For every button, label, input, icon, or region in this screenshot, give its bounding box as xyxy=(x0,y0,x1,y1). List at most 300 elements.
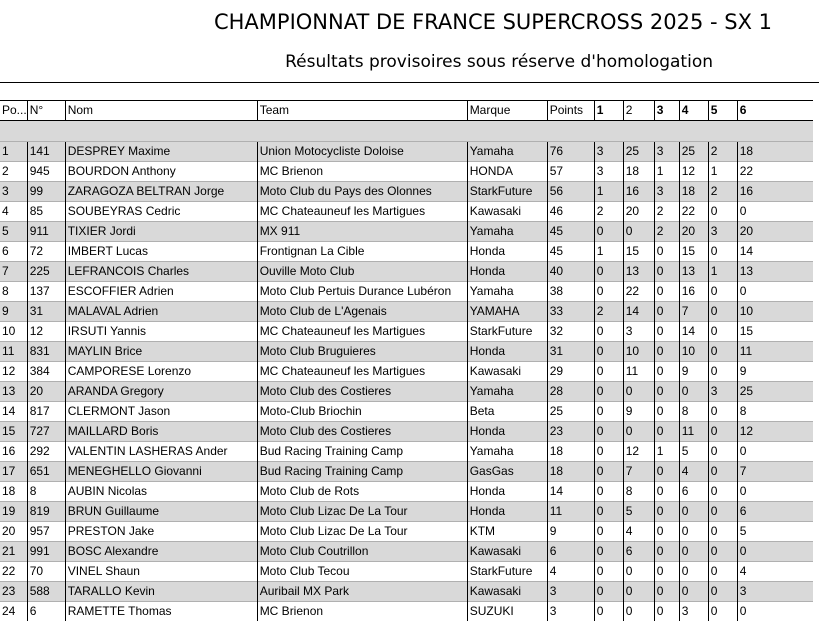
name-cell: DESPREY Maxime xyxy=(65,142,257,162)
name-cell: SOUBEYRAS Cedric xyxy=(65,202,257,222)
race-1-position-cell: 0 xyxy=(594,482,623,502)
name-cell: ZARAGOZA BELTRAN Jorge xyxy=(65,182,257,202)
points-cell: 31 xyxy=(547,342,594,362)
race-1-points-cell: 15 xyxy=(623,242,654,262)
table-row[interactable] xyxy=(0,342,813,362)
race-3-points-cell: 25 xyxy=(737,382,813,402)
race-1-points-cell: 12 xyxy=(623,442,654,462)
brand-cell: SUZUKI xyxy=(467,602,547,622)
table-row[interactable] xyxy=(0,242,813,262)
table-row[interactable] xyxy=(0,542,813,562)
position-cell: 18 xyxy=(0,482,27,502)
points-cell: 29 xyxy=(547,362,594,382)
race-1-position-cell: 0 xyxy=(594,342,623,362)
race-2-points-cell: 0 xyxy=(679,582,708,602)
team-cell: MC Chateauneuf les Martigues xyxy=(257,362,467,382)
team-cell: MC Chateauneuf les Martigues xyxy=(257,322,467,342)
team-cell: Moto Club de Rots xyxy=(257,482,467,502)
points-cell: 3 xyxy=(547,602,594,622)
race-2-points-cell: 0 xyxy=(679,562,708,582)
race-2-position-cell: 0 xyxy=(654,502,679,522)
column-header-brand[interactable]: Marque xyxy=(467,101,547,121)
race-2-points-cell: 18 xyxy=(679,182,708,202)
table-row[interactable] xyxy=(0,142,813,162)
race-3-position-cell: 0 xyxy=(708,462,737,482)
page-title: CHAMPIONNAT DE FRANCE SUPERCROSS 2025 - SX 1 xyxy=(213,10,772,34)
name-cell: IMBERT Lucas xyxy=(65,242,257,262)
race-3-position-cell: 3 xyxy=(708,382,737,402)
race-1-points-cell: 7 xyxy=(623,462,654,482)
points-cell: 40 xyxy=(547,262,594,282)
race-1-position-cell: 0 xyxy=(594,502,623,522)
brand-cell: GasGas xyxy=(467,462,547,482)
race-2-position-cell: 3 xyxy=(654,142,679,162)
team-cell: Moto Club de L'Agenais xyxy=(257,302,467,322)
name-cell: MAILLARD Boris xyxy=(65,422,257,442)
race-2-position-cell: 1 xyxy=(654,442,679,462)
points-cell: 76 xyxy=(547,142,594,162)
race-2-points-cell: 11 xyxy=(679,422,708,442)
race-2-position-cell: 3 xyxy=(654,182,679,202)
race-1-position-cell: 2 xyxy=(594,202,623,222)
brand-cell: Honda xyxy=(467,502,547,522)
race-2-position-cell: 1 xyxy=(654,162,679,182)
brand-cell: Honda xyxy=(467,482,547,502)
name-cell: MAYLIN Brice xyxy=(65,342,257,362)
team-cell: Moto Club Lizac De La Tour xyxy=(257,522,467,542)
brand-cell: Yamaha xyxy=(467,382,547,402)
points-cell: 9 xyxy=(547,522,594,542)
table-row[interactable] xyxy=(0,402,813,422)
brand-cell: Honda xyxy=(467,422,547,442)
race-2-points-cell: 25 xyxy=(679,142,708,162)
points-cell: 25 xyxy=(547,402,594,422)
name-cell: VINEL Shaun xyxy=(65,562,257,582)
points-cell: 3 xyxy=(547,582,594,602)
name-cell: BOSC Alexandre xyxy=(65,542,257,562)
position-cell: 6 xyxy=(0,242,27,262)
team-cell: MC Brienon xyxy=(257,602,467,622)
race-1-position-cell: 0 xyxy=(594,522,623,542)
name-cell: PRESTON Jake xyxy=(65,522,257,542)
race-1-points-cell: 0 xyxy=(623,382,654,402)
race-1-position-cell: 0 xyxy=(594,562,623,582)
race-2-points-cell: 0 xyxy=(679,382,708,402)
number-cell: 225 xyxy=(27,262,65,282)
team-cell: Moto Club Bruguieres xyxy=(257,342,467,362)
position-cell: 12 xyxy=(0,362,27,382)
position-cell: 4 xyxy=(0,202,27,222)
race-2-points-cell: 15 xyxy=(679,242,708,262)
name-cell: MENEGHELLO Giovanni xyxy=(65,462,257,482)
number-cell: 588 xyxy=(27,582,65,602)
race-2-position-cell: 0 xyxy=(654,522,679,542)
position-cell: 24 xyxy=(0,602,27,622)
column-header-team[interactable]: Team xyxy=(257,101,467,121)
race-3-points-cell: 9 xyxy=(737,362,813,382)
race-1-position-cell: 0 xyxy=(594,582,623,602)
team-cell: Bud Racing Training Camp xyxy=(257,442,467,462)
race-1-points-cell: 18 xyxy=(623,162,654,182)
number-cell: 72 xyxy=(27,242,65,262)
column-header-race-2-position[interactable]: 3 xyxy=(654,101,679,121)
team-cell: MC Chateauneuf les Martigues xyxy=(257,202,467,222)
position-cell: 14 xyxy=(0,402,27,422)
race-1-points-cell: 10 xyxy=(623,342,654,362)
race-2-position-cell: 0 xyxy=(654,542,679,562)
table-row[interactable] xyxy=(0,602,813,622)
points-cell: 18 xyxy=(547,462,594,482)
column-header-points[interactable]: Points xyxy=(547,101,594,121)
race-1-position-cell: 1 xyxy=(594,182,623,202)
race-1-position-cell: 0 xyxy=(594,422,623,442)
position-cell: 7 xyxy=(0,262,27,282)
race-1-position-cell: 1 xyxy=(594,242,623,262)
race-3-points-cell: 0 xyxy=(737,202,813,222)
race-3-points-cell: 6 xyxy=(737,502,813,522)
points-cell: 46 xyxy=(547,202,594,222)
number-cell: 651 xyxy=(27,462,65,482)
race-1-points-cell: 0 xyxy=(623,222,654,242)
name-cell: ARANDA Gregory xyxy=(65,382,257,402)
race-3-points-cell: 18 xyxy=(737,142,813,162)
points-cell: 33 xyxy=(547,302,594,322)
race-2-position-cell: 0 xyxy=(654,282,679,302)
team-cell: Moto Club des Costieres xyxy=(257,422,467,442)
number-cell: 819 xyxy=(27,502,65,522)
table-row[interactable] xyxy=(0,362,813,382)
column-header-race-3-position[interactable]: 5 xyxy=(708,101,737,121)
race-3-position-cell: 0 xyxy=(708,502,737,522)
race-1-position-cell: 2 xyxy=(594,302,623,322)
race-1-position-cell: 0 xyxy=(594,442,623,462)
table-row[interactable] xyxy=(0,562,813,582)
race-3-position-cell: 0 xyxy=(708,362,737,382)
header-row xyxy=(0,101,813,121)
table-row[interactable] xyxy=(0,582,813,602)
table-row[interactable] xyxy=(0,322,813,342)
position-cell: 20 xyxy=(0,522,27,542)
brand-cell: Yamaha xyxy=(467,142,547,162)
race-3-points-cell: 15 xyxy=(737,322,813,342)
race-1-points-cell: 0 xyxy=(623,602,654,622)
team-cell: Moto Club Tecou xyxy=(257,562,467,582)
position-cell: 13 xyxy=(0,382,27,402)
brand-cell: HONDA xyxy=(467,162,547,182)
brand-cell: Yamaha xyxy=(467,442,547,462)
name-cell: TARALLO Kevin xyxy=(65,582,257,602)
race-1-points-cell: 6 xyxy=(623,542,654,562)
name-cell: BRUN Guillaume xyxy=(65,502,257,522)
team-cell: Moto Club Pertuis Durance Lubéron xyxy=(257,282,467,302)
race-1-position-cell: 0 xyxy=(594,542,623,562)
race-1-position-cell: 0 xyxy=(594,462,623,482)
table-row[interactable] xyxy=(0,482,813,502)
results-table xyxy=(0,100,813,621)
race-2-position-cell: 0 xyxy=(654,242,679,262)
table-row[interactable] xyxy=(0,182,813,202)
position-cell: 2 xyxy=(0,162,27,182)
number-cell: 911 xyxy=(27,222,65,242)
number-cell: 6 xyxy=(27,602,65,622)
race-2-points-cell: 10 xyxy=(679,342,708,362)
number-cell: 831 xyxy=(27,342,65,362)
race-2-points-cell: 6 xyxy=(679,482,708,502)
race-3-points-cell: 0 xyxy=(737,542,813,562)
race-2-points-cell: 5 xyxy=(679,442,708,462)
number-cell: 70 xyxy=(27,562,65,582)
race-3-position-cell: 0 xyxy=(708,322,737,342)
brand-cell: Kawasaki xyxy=(467,362,547,382)
points-cell: 56 xyxy=(547,182,594,202)
position-cell: 19 xyxy=(0,502,27,522)
race-2-position-cell: 0 xyxy=(654,562,679,582)
name-cell: AUBIN Nicolas xyxy=(65,482,257,502)
column-header-number[interactable]: N° xyxy=(27,101,65,121)
team-cell: MC Brienon xyxy=(257,162,467,182)
race-1-points-cell: 9 xyxy=(623,402,654,422)
race-1-points-cell: 14 xyxy=(623,302,654,322)
race-2-points-cell: 9 xyxy=(679,362,708,382)
name-cell: MALAVAL Adrien xyxy=(65,302,257,322)
number-cell: 292 xyxy=(27,442,65,462)
race-3-points-cell: 3 xyxy=(737,582,813,602)
race-1-position-cell: 0 xyxy=(594,322,623,342)
race-3-position-cell: 0 xyxy=(708,302,737,322)
table-row[interactable] xyxy=(0,502,813,522)
race-3-points-cell: 22 xyxy=(737,162,813,182)
position-cell: 8 xyxy=(0,282,27,302)
column-header-race-2-points[interactable]: 4 xyxy=(679,101,708,121)
race-2-points-cell: 8 xyxy=(679,402,708,422)
race-2-position-cell: 0 xyxy=(654,482,679,502)
team-cell: Moto Club du Pays des Olonnes xyxy=(257,182,467,202)
race-1-points-cell: 22 xyxy=(623,282,654,302)
header-divider xyxy=(0,82,819,83)
race-3-position-cell: 0 xyxy=(708,342,737,362)
column-header-race-3-points[interactable]: 6 xyxy=(737,101,813,121)
race-3-position-cell: 0 xyxy=(708,242,737,262)
race-1-position-cell: 0 xyxy=(594,382,623,402)
team-cell: MX 911 xyxy=(257,222,467,242)
race-2-position-cell: 0 xyxy=(654,462,679,482)
table-row[interactable] xyxy=(0,222,813,242)
race-2-position-cell: 2 xyxy=(654,202,679,222)
race-3-points-cell: 0 xyxy=(737,602,813,622)
race-3-position-cell: 0 xyxy=(708,602,737,622)
race-2-points-cell: 4 xyxy=(679,462,708,482)
points-cell: 14 xyxy=(547,482,594,502)
race-2-position-cell: 0 xyxy=(654,342,679,362)
race-1-position-cell: 0 xyxy=(594,262,623,282)
race-3-position-cell: 0 xyxy=(708,422,737,442)
number-cell: 957 xyxy=(27,522,65,542)
number-cell: 137 xyxy=(27,282,65,302)
position-cell: 21 xyxy=(0,542,27,562)
column-header-race-1-position[interactable]: 1 xyxy=(594,101,623,121)
race-3-points-cell: 7 xyxy=(737,462,813,482)
race-2-points-cell: 7 xyxy=(679,302,708,322)
name-cell: ESCOFFIER Adrien xyxy=(65,282,257,302)
race-3-position-cell: 0 xyxy=(708,542,737,562)
race-1-points-cell: 16 xyxy=(623,182,654,202)
position-cell: 1 xyxy=(0,142,27,162)
race-2-points-cell: 22 xyxy=(679,202,708,222)
race-1-points-cell: 4 xyxy=(623,522,654,542)
points-cell: 11 xyxy=(547,502,594,522)
position-cell: 23 xyxy=(0,582,27,602)
race-3-position-cell: 3 xyxy=(708,222,737,242)
race-3-points-cell: 0 xyxy=(737,282,813,302)
table-row[interactable] xyxy=(0,302,813,322)
race-2-position-cell: 0 xyxy=(654,602,679,622)
race-3-position-cell: 1 xyxy=(708,162,737,182)
race-2-position-cell: 0 xyxy=(654,382,679,402)
race-3-position-cell: 2 xyxy=(708,142,737,162)
number-cell: 85 xyxy=(27,202,65,222)
position-cell: 15 xyxy=(0,422,27,442)
brand-cell: Beta xyxy=(467,402,547,422)
name-cell: TIXIER Jordi xyxy=(65,222,257,242)
race-2-position-cell: 0 xyxy=(654,302,679,322)
name-cell: VALENTIN LASHERAS Ander xyxy=(65,442,257,462)
brand-cell: StarkFuture xyxy=(467,322,547,342)
points-cell: 6 xyxy=(547,542,594,562)
brand-cell: Kawasaki xyxy=(467,202,547,222)
brand-cell: StarkFuture xyxy=(467,182,547,202)
race-2-points-cell: 0 xyxy=(679,542,708,562)
race-1-points-cell: 3 xyxy=(623,322,654,342)
race-3-points-cell: 20 xyxy=(737,222,813,242)
brand-cell: KTM xyxy=(467,522,547,542)
race-3-points-cell: 11 xyxy=(737,342,813,362)
race-2-position-cell: 2 xyxy=(654,222,679,242)
number-cell: 991 xyxy=(27,542,65,562)
race-3-position-cell: 0 xyxy=(708,402,737,422)
table-row[interactable] xyxy=(0,282,813,302)
brand-cell: Yamaha xyxy=(467,282,547,302)
position-cell: 17 xyxy=(0,462,27,482)
page-subtitle: Résultats provisoires sous réserve d'homologation xyxy=(285,52,713,72)
race-3-position-cell: 0 xyxy=(708,522,737,542)
number-cell: 12 xyxy=(27,322,65,342)
name-cell: IRSUTI Yannis xyxy=(65,322,257,342)
race-1-points-cell: 5 xyxy=(623,502,654,522)
team-cell: Ouville Moto Club xyxy=(257,262,467,282)
brand-cell: YAMAHA xyxy=(467,302,547,322)
race-3-points-cell: 0 xyxy=(737,442,813,462)
race-2-points-cell: 0 xyxy=(679,502,708,522)
brand-cell: Honda xyxy=(467,262,547,282)
race-1-points-cell: 0 xyxy=(623,582,654,602)
number-cell: 727 xyxy=(27,422,65,442)
column-header-position[interactable]: Po... xyxy=(0,101,27,121)
race-2-position-cell: 0 xyxy=(654,582,679,602)
brand-cell: Kawasaki xyxy=(467,582,547,602)
race-2-points-cell: 14 xyxy=(679,322,708,342)
team-cell: Moto Club Lizac De La Tour xyxy=(257,502,467,522)
table-row[interactable] xyxy=(0,522,813,542)
points-cell: 45 xyxy=(547,222,594,242)
name-cell: RAMETTE Thomas xyxy=(65,602,257,622)
points-cell: 38 xyxy=(547,282,594,302)
number-cell: 945 xyxy=(27,162,65,182)
race-1-points-cell: 11 xyxy=(623,362,654,382)
race-1-position-cell: 3 xyxy=(594,142,623,162)
points-cell: 28 xyxy=(547,382,594,402)
team-cell: Moto Club Coutrillon xyxy=(257,542,467,562)
name-cell: LEFRANCOIS Charles xyxy=(65,262,257,282)
table-row[interactable] xyxy=(0,202,813,222)
brand-cell: Kawasaki xyxy=(467,542,547,562)
race-2-points-cell: 3 xyxy=(679,602,708,622)
number-cell: 31 xyxy=(27,302,65,322)
team-cell: Bud Racing Training Camp xyxy=(257,462,467,482)
table-row[interactable] xyxy=(0,442,813,462)
points-cell: 32 xyxy=(547,322,594,342)
race-2-points-cell: 0 xyxy=(679,522,708,542)
position-cell: 5 xyxy=(0,222,27,242)
table-row[interactable] xyxy=(0,262,813,282)
race-2-position-cell: 0 xyxy=(654,262,679,282)
race-1-points-cell: 0 xyxy=(623,422,654,442)
results-body xyxy=(0,121,813,622)
race-2-position-cell: 0 xyxy=(654,322,679,342)
brand-cell: Yamaha xyxy=(467,222,547,242)
column-header-name[interactable]: Nom xyxy=(65,101,257,121)
race-3-points-cell: 4 xyxy=(737,562,813,582)
race-1-points-cell: 13 xyxy=(623,262,654,282)
race-3-position-cell: 0 xyxy=(708,562,737,582)
race-3-points-cell: 10 xyxy=(737,302,813,322)
number-cell: 384 xyxy=(27,362,65,382)
race-1-position-cell: 0 xyxy=(594,602,623,622)
race-3-position-cell: 2 xyxy=(708,182,737,202)
table-row[interactable] xyxy=(0,462,813,482)
column-header-race-1-points[interactable]: 2 xyxy=(623,101,654,121)
position-cell: 11 xyxy=(0,342,27,362)
points-cell: 18 xyxy=(547,442,594,462)
race-3-points-cell: 0 xyxy=(737,482,813,502)
table-row[interactable] xyxy=(0,422,813,442)
race-3-points-cell: 13 xyxy=(737,262,813,282)
race-2-points-cell: 12 xyxy=(679,162,708,182)
race-2-points-cell: 13 xyxy=(679,262,708,282)
table-row[interactable] xyxy=(0,162,813,182)
race-1-points-cell: 8 xyxy=(623,482,654,502)
race-3-position-cell: 0 xyxy=(708,282,737,302)
brand-cell: Honda xyxy=(467,342,547,362)
number-cell: 20 xyxy=(27,382,65,402)
number-cell: 8 xyxy=(27,482,65,502)
points-cell: 4 xyxy=(547,562,594,582)
team-cell: Moto Club des Costieres xyxy=(257,382,467,402)
name-cell: CAMPORESE Lorenzo xyxy=(65,362,257,382)
position-cell: 3 xyxy=(0,182,27,202)
race-3-position-cell: 1 xyxy=(708,262,737,282)
table-row[interactable] xyxy=(0,382,813,402)
name-cell: BOURDON Anthony xyxy=(65,162,257,182)
points-cell: 23 xyxy=(547,422,594,442)
team-cell: Auribail MX Park xyxy=(257,582,467,602)
race-3-position-cell: 0 xyxy=(708,442,737,462)
name-cell: CLERMONT Jason xyxy=(65,402,257,422)
number-cell: 99 xyxy=(27,182,65,202)
team-cell: Union Motocycliste Doloise xyxy=(257,142,467,162)
number-cell: 141 xyxy=(27,142,65,162)
race-3-points-cell: 5 xyxy=(737,522,813,542)
race-3-points-cell: 12 xyxy=(737,422,813,442)
